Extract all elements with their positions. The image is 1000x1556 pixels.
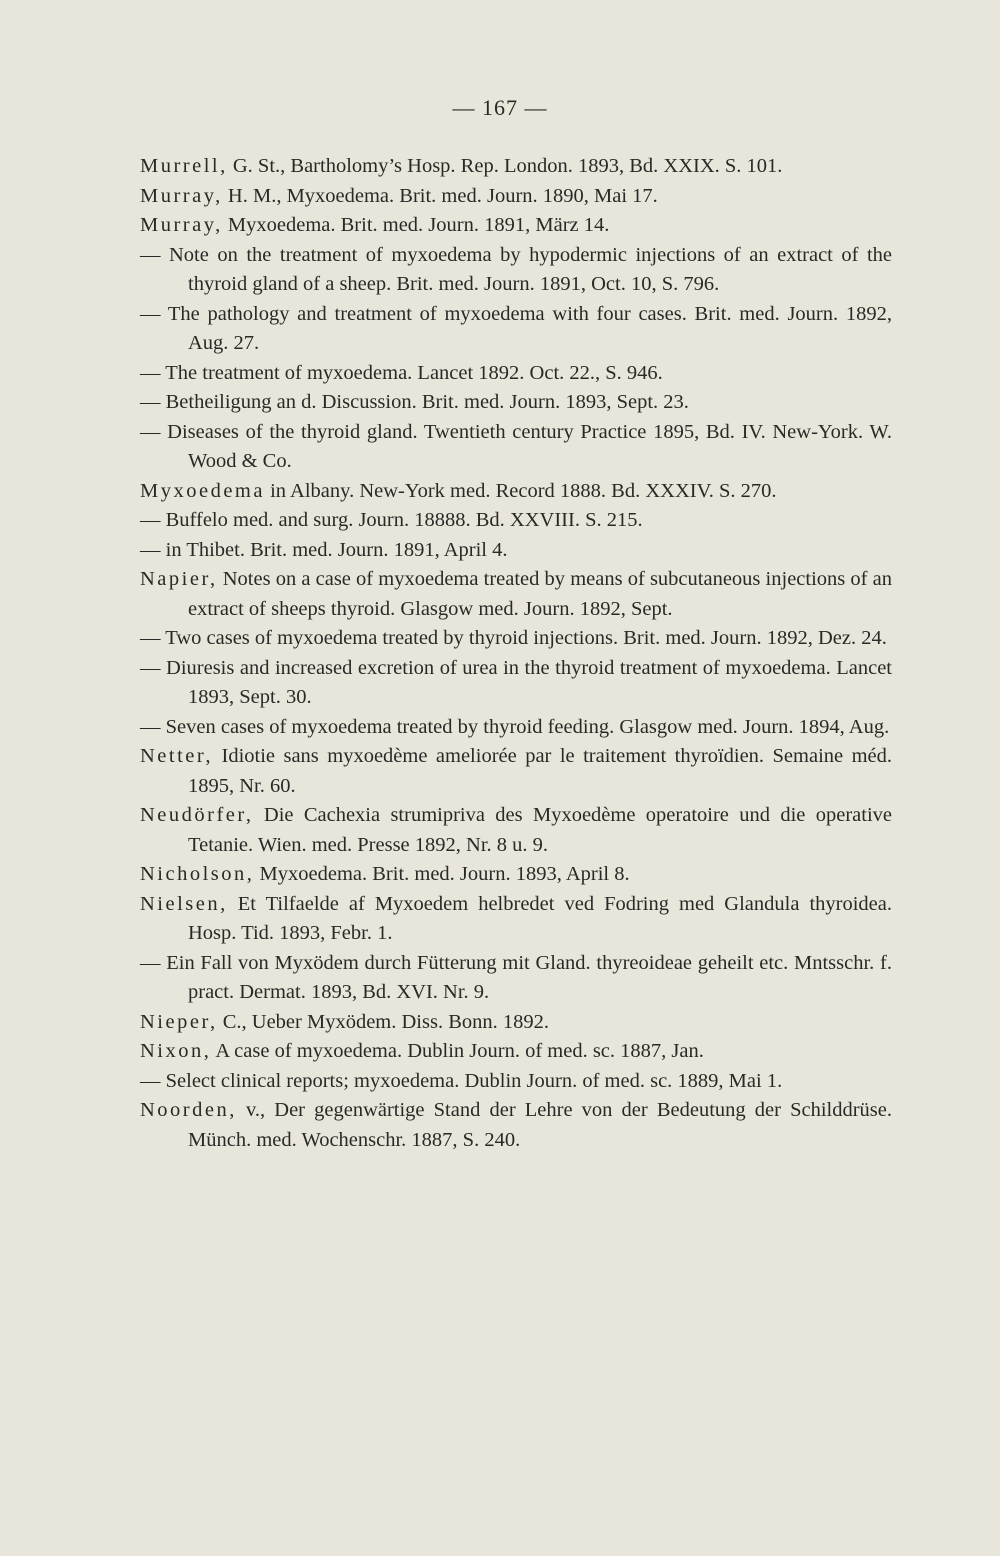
bibliography-entry: [140, 536, 892, 566]
page-number: — 167 —: [452, 95, 548, 120]
bibliography-entry: [140, 742, 892, 801]
bibliography-entry: [140, 890, 892, 949]
entry-text: Two cases of myxoedema treated by thyroid injections. Brit. med. Journ. 1892, Dez. 24.: [160, 627, 887, 649]
entry-author: Myxoedema: [140, 479, 265, 502]
entry-text: The treatment of myxoedema. Lancet 1892. Oct. 22., S. 946.: [160, 361, 663, 384]
entry-text: A case of myxoedema. Dublin Journ. of med. sc. 1887, Jan.: [211, 1040, 704, 1062]
entry-dash: —: [140, 951, 161, 974]
bibliography-entry: [140, 1067, 892, 1097]
bibliography-entry: [140, 182, 892, 212]
bibliography-entry: [140, 300, 892, 359]
entry-dash: —: [140, 420, 161, 443]
bibliography-entry: [140, 152, 892, 182]
entry-text: C., Ueber Myxödem. Diss. Bonn. 1892.: [217, 1010, 549, 1033]
entry-dash: —: [140, 361, 161, 384]
entry-text: Notes on a case of myxoedema treated by means of subcutaneous injections of an extract of sheeps thyroid. Glasgow med. Journ. 1892, Sept.: [188, 568, 892, 620]
bibliography-entry: [140, 801, 892, 860]
entry-author: Napier,: [140, 568, 218, 590]
entry-text: Betheiligung an d. Discussion. Brit. med. Journ. 1893, Sept. 23.: [160, 391, 689, 413]
entry-text: Diuresis and increased excretion of urea in the thyroid treatment of myxoedema. Lancet 1893, Sept. 30.: [160, 656, 892, 708]
entry-dash: —: [140, 627, 161, 649]
entry-author: Noorden,: [140, 1099, 237, 1121]
entry-text: Idiotie sans myxoedème ameliorée par le traitement thyroïdien. Semaine méd. 1895, Nr. 60.: [188, 745, 892, 797]
bibliography-entry: [140, 241, 892, 300]
entry-text: Select clinical reports; myxoedema. Dublin Journ. of med. sc. 1889, Mai 1.: [160, 1069, 783, 1092]
bibliography-entry: [140, 860, 892, 890]
entry-dash: —: [140, 715, 161, 738]
bibliography-entry: [140, 565, 892, 624]
entry-dash: —: [140, 1069, 161, 1092]
entry-text: v., Der gegenwärtige Stand der Lehre von der Bedeutung der Schilddrüse. Münch. med. Wochenschr. 1887, S. 240.: [188, 1099, 892, 1151]
bibliography-entry: [140, 418, 892, 477]
bibliography-entry: [140, 359, 892, 389]
bibliography-entry: [140, 1096, 892, 1155]
entry-text: in Thibet. Brit. med. Journ. 1891, April 4.: [160, 538, 508, 561]
entry-dash: —: [140, 302, 161, 325]
entry-author: Nielsen,: [140, 892, 228, 915]
entry-author: Murray,: [140, 214, 223, 236]
bibliography-entry: [140, 211, 892, 241]
bibliography-entry: [140, 624, 892, 654]
entry-author: Nieper,: [140, 1010, 218, 1033]
entry-dash: —: [140, 538, 161, 561]
entry-text: Myxoedema. Brit. med. Journ. 1891, März 14.: [222, 214, 610, 236]
entry-author: Murrell,: [140, 155, 228, 177]
bibliography-entry: [140, 949, 892, 1008]
entry-text: in Albany. New-York med. Record 1888. Bd. XXXIV. S. 270.: [264, 479, 777, 502]
entry-dash: —: [140, 509, 161, 531]
bibliography-entry: [140, 1008, 892, 1038]
bibliography-entry: [140, 388, 892, 418]
entry-author: Nicholson,: [140, 863, 255, 885]
entry-author: Murray,: [140, 184, 223, 207]
entry-text: The pathology and treatment of myxoedema with four cases. Brit. med. Journ. 1892, Aug. 27.: [160, 302, 892, 354]
entry-text: Buffelo med. and surg. Journ. 18888. Bd. XXVIII. S. 215.: [160, 509, 643, 531]
entry-dash: —: [140, 656, 161, 679]
entry-text: Diseases of the thyroid gland. Twentieth century Practice 1895, Bd. IV. New-York. W. Wood & Co.: [160, 420, 892, 472]
entry-dash: —: [140, 243, 161, 266]
entry-text: Ein Fall von Myxödem durch Fütterung mit Gland. thyreoideae geheilt etc. Mntsschr. f. pract. Dermat. 1893, Bd. XVI. Nr. 9.: [160, 951, 892, 1003]
entry-text: Die Cachexia strumipriva des Myxoedème operatoire und die operative Tetanie. Wien. med. Presse 1892, Nr. 8 u. 9.: [188, 804, 892, 856]
entry-author: Netter,: [140, 745, 214, 767]
entry-dash: —: [140, 391, 161, 413]
entry-text: G. St., Bartholomy’s Hosp. Rep. London. 1893, Bd. XXIX. S. 101.: [227, 155, 783, 177]
entry-author: Nixon,: [140, 1040, 212, 1062]
entry-text: Seven cases of myxoedema treated by thyroid feeding. Glasgow med. Journ. 1894, Aug.: [160, 715, 890, 738]
bibliography-entry: [140, 1037, 892, 1067]
bibliography-list: [140, 152, 892, 1155]
bibliography-entry: [140, 713, 892, 743]
entry-text: Note on the treatment of myxoedema by hypodermic injections of an extract of the thyroid gland of a sheep. Brit. med. Journ. 1891, Oct. 10, S. 796.: [160, 243, 892, 295]
bibliography-entry: [140, 654, 892, 713]
entry-text: H. M., Myxoedema. Brit. med. Journ. 1890, Mai 17.: [222, 184, 658, 207]
entry-author: Neudörfer,: [140, 804, 254, 826]
bibliography-entry: [140, 506, 892, 536]
entry-text: Et Tilfaelde af Myxoedem helbredet ved Fodring med Glandula thyroidea. Hosp. Tid. 1893, Febr. 1.: [188, 892, 892, 944]
bibliography-entry: [140, 477, 892, 507]
entry-text: Myxoedema. Brit. med. Journ. 1893, April 8.: [254, 863, 630, 885]
